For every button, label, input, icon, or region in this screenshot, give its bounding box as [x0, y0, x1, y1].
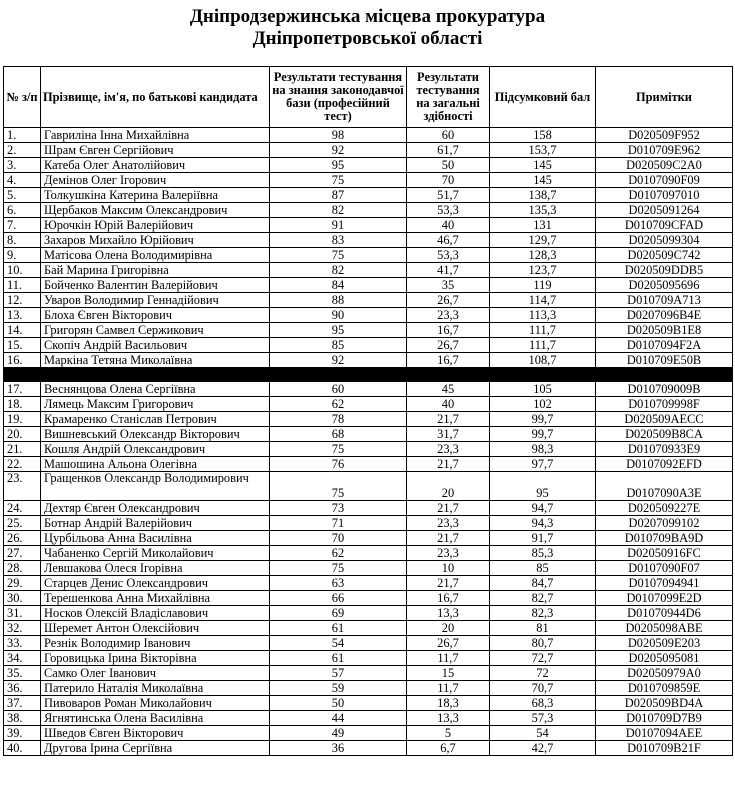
- table-row: [4, 696, 733, 711]
- general-test-score: 13,3: [407, 711, 490, 726]
- total-score: 145: [490, 158, 596, 173]
- table-row: [4, 173, 733, 188]
- law-test-score: 75: [270, 442, 407, 457]
- candidate-name: Шрам Євген Сергійович: [41, 143, 270, 158]
- table-row: [4, 338, 733, 353]
- note-code: D020509F952: [596, 128, 733, 143]
- law-test-score: 36: [270, 741, 407, 756]
- law-test-score: 75: [270, 561, 407, 576]
- total-score: 95: [490, 472, 596, 501]
- general-test-score: 21,7: [407, 501, 490, 516]
- note-code: D010709BA9D: [596, 531, 733, 546]
- total-score: 94,7: [490, 501, 596, 516]
- candidate-name: Маркіна Тетяна Миколаївна: [41, 353, 270, 368]
- note-code: D010709B21F: [596, 741, 733, 756]
- law-test-score: 71: [270, 516, 407, 531]
- col-header-law-test: Результати тестування на знання законодавчої бази (професійний тест): [270, 67, 407, 128]
- results-table: [3, 66, 733, 756]
- note-code: D0107094941: [596, 576, 733, 591]
- row-number: 2.: [4, 143, 41, 158]
- general-test-score: 45: [407, 382, 490, 397]
- table-row: [4, 248, 733, 263]
- total-score: 102: [490, 397, 596, 412]
- total-score: 68,3: [490, 696, 596, 711]
- candidate-name: Демінов Олег Ігорович: [41, 173, 270, 188]
- candidate-name: Патерило Наталія Миколаївна: [41, 681, 270, 696]
- document-title-line-1: Дніпродзержинська місцева прокуратура: [189, 6, 546, 27]
- total-score: 105: [490, 382, 596, 397]
- note-code: D0205099304: [596, 233, 733, 248]
- law-test-score: 54: [270, 636, 407, 651]
- candidate-name: Ягнятинська Олена Василівна: [41, 711, 270, 726]
- row-number: 35.: [4, 666, 41, 681]
- law-test-score: 68: [270, 427, 407, 442]
- law-test-score: 69: [270, 606, 407, 621]
- total-score: 72,7: [490, 651, 596, 666]
- row-number: 16.: [4, 353, 41, 368]
- note-code: D020509DDB5: [596, 263, 733, 278]
- general-test-score: 23,3: [407, 308, 490, 323]
- general-test-score: 61,7: [407, 143, 490, 158]
- row-number: 18.: [4, 397, 41, 412]
- table-row: [4, 501, 733, 516]
- law-test-score: 44: [270, 711, 407, 726]
- general-test-score: 46,7: [407, 233, 490, 248]
- total-score: 57,3: [490, 711, 596, 726]
- col-header-general-test: Результати тестування на загальні здібності: [407, 67, 490, 128]
- law-test-score: 50: [270, 696, 407, 711]
- general-test-score: 41,7: [407, 263, 490, 278]
- row-number: 20.: [4, 427, 41, 442]
- candidate-name: Захаров Михайло Юрійович: [41, 233, 270, 248]
- candidate-name: Гращенков Олександр Володимирович: [41, 472, 270, 501]
- candidate-name: Веснянцова Олена Сергіївна: [41, 382, 270, 397]
- total-score: 82,3: [490, 606, 596, 621]
- table-row: [4, 203, 733, 218]
- general-test-score: 31,7: [407, 427, 490, 442]
- general-test-score: 5: [407, 726, 490, 741]
- row-number: 3.: [4, 158, 41, 173]
- candidate-name: Левшакова Олеся Ігорівна: [41, 561, 270, 576]
- total-score: 119: [490, 278, 596, 293]
- candidate-name: Толкушкіна Катерина Валеріївна: [41, 188, 270, 203]
- row-number: 23.: [4, 472, 41, 501]
- general-test-score: 15: [407, 666, 490, 681]
- table-row: [4, 666, 733, 681]
- note-code: D0107094AEE: [596, 726, 733, 741]
- candidate-name: Горовицька Ірина Вікторівна: [41, 651, 270, 666]
- table-row: [4, 636, 733, 651]
- table-row: [4, 591, 733, 606]
- law-test-score: 95: [270, 158, 407, 173]
- total-score: 85,3: [490, 546, 596, 561]
- law-test-score: 82: [270, 203, 407, 218]
- law-test-score: 91: [270, 218, 407, 233]
- candidate-name: Кошля Андрій Олександрович: [41, 442, 270, 457]
- table-row: [4, 726, 733, 741]
- candidate-name: Машошина Альона Олегівна: [41, 457, 270, 472]
- table-row: [4, 576, 733, 591]
- table-row: [4, 233, 733, 248]
- total-score: 138,7: [490, 188, 596, 203]
- row-number: 33.: [4, 636, 41, 651]
- row-number: 39.: [4, 726, 41, 741]
- candidate-name: Самко Олег Іванович: [41, 666, 270, 681]
- table-row: [4, 457, 733, 472]
- candidate-name: Григорян Самвел Сержикович: [41, 323, 270, 338]
- table-row: [4, 561, 733, 576]
- row-number: 10.: [4, 263, 41, 278]
- law-test-score: 63: [270, 576, 407, 591]
- note-code: D020509AECC: [596, 412, 733, 427]
- candidate-name: Вишневський Олександр Вікторович: [41, 427, 270, 442]
- note-code: D0207096B4E: [596, 308, 733, 323]
- row-number: 38.: [4, 711, 41, 726]
- general-test-score: 11,7: [407, 681, 490, 696]
- total-score: 123,7: [490, 263, 596, 278]
- candidate-name: Уваров Володимир Геннадійович: [41, 293, 270, 308]
- separator: [4, 368, 733, 382]
- note-code: D010709859E: [596, 681, 733, 696]
- row-number: 27.: [4, 546, 41, 561]
- row-number: 1.: [4, 128, 41, 143]
- candidate-name: Скопіч Андрій Васильович: [41, 338, 270, 353]
- total-score: 128,3: [490, 248, 596, 263]
- row-number: 29.: [4, 576, 41, 591]
- general-test-score: 21,7: [407, 576, 490, 591]
- candidate-name: Шеремет Антон Олексійович: [41, 621, 270, 636]
- table-row: [4, 143, 733, 158]
- note-code: D010709CFAD: [596, 218, 733, 233]
- total-score: 113,3: [490, 308, 596, 323]
- total-score: 70,7: [490, 681, 596, 696]
- general-test-score: 23,3: [407, 442, 490, 457]
- total-score: 85: [490, 561, 596, 576]
- row-number: 8.: [4, 233, 41, 248]
- total-score: 84,7: [490, 576, 596, 591]
- general-test-score: 10: [407, 561, 490, 576]
- general-test-score: 50: [407, 158, 490, 173]
- note-code: D0107090A3E: [596, 472, 733, 501]
- candidate-name: Пивоваров Роман Миколайович: [41, 696, 270, 711]
- table-row: [4, 353, 733, 368]
- candidate-name: Старцев Денис Олександрович: [41, 576, 270, 591]
- law-test-score: 70: [270, 531, 407, 546]
- document-title-line-2: Дніпропетровської області: [252, 28, 483, 49]
- general-test-score: 40: [407, 218, 490, 233]
- row-number: 15.: [4, 338, 41, 353]
- candidate-name: Катеба Олег Анатолійович: [41, 158, 270, 173]
- general-test-score: 16,7: [407, 353, 490, 368]
- note-code: D0205095081: [596, 651, 733, 666]
- candidate-name: Шведов Євген Вікторович: [41, 726, 270, 741]
- row-number: 21.: [4, 442, 41, 457]
- law-test-score: 87: [270, 188, 407, 203]
- table-row: [4, 382, 733, 397]
- table-row: [4, 681, 733, 696]
- law-test-score: 76: [270, 457, 407, 472]
- table-row: [4, 651, 733, 666]
- total-score: 145: [490, 173, 596, 188]
- note-code: D020509C742: [596, 248, 733, 263]
- col-header-name: Прізвище, ім'я, по батькові кандидата: [41, 67, 270, 128]
- general-test-score: 23,3: [407, 546, 490, 561]
- note-code: D0107094F2A: [596, 338, 733, 353]
- table-row: [4, 293, 733, 308]
- note-code: D0205098ABE: [596, 621, 733, 636]
- general-test-score: 51,7: [407, 188, 490, 203]
- note-code: D020509BD4A: [596, 696, 733, 711]
- general-test-score: 20: [407, 621, 490, 636]
- general-test-score: 11,7: [407, 651, 490, 666]
- row-number: 13.: [4, 308, 41, 323]
- table-row: [4, 218, 733, 233]
- note-code: D0205091264: [596, 203, 733, 218]
- law-test-score: 75: [270, 248, 407, 263]
- row-number: 22.: [4, 457, 41, 472]
- table-row: [4, 427, 733, 442]
- row-number: 9.: [4, 248, 41, 263]
- row-number: 28.: [4, 561, 41, 576]
- row-number: 36.: [4, 681, 41, 696]
- table-row: [4, 606, 733, 621]
- general-test-score: 18,3: [407, 696, 490, 711]
- law-test-score: 83: [270, 233, 407, 248]
- table-row: [4, 621, 733, 636]
- table-body-bottom: [4, 382, 733, 756]
- candidate-name: Щербаков Максим Олександрович: [41, 203, 270, 218]
- note-code: D0205095696: [596, 278, 733, 293]
- candidate-name: Гавриліна Інна Михайлівна: [41, 128, 270, 143]
- table-body-top: [4, 128, 733, 368]
- law-test-score: 84: [270, 278, 407, 293]
- table-row: [4, 472, 733, 501]
- law-test-score: 62: [270, 546, 407, 561]
- general-test-score: 6,7: [407, 741, 490, 756]
- table-row: [4, 711, 733, 726]
- total-score: 80,7: [490, 636, 596, 651]
- note-code: D020509C2A0: [596, 158, 733, 173]
- candidate-name: Цурбільова Анна Василівна: [41, 531, 270, 546]
- total-score: 54: [490, 726, 596, 741]
- row-number: 17.: [4, 382, 41, 397]
- candidate-name: Крамаренко Станіслав Петрович: [41, 412, 270, 427]
- law-test-score: 92: [270, 353, 407, 368]
- table-row: [4, 442, 733, 457]
- total-score: 111,7: [490, 338, 596, 353]
- law-test-score: 95: [270, 323, 407, 338]
- note-code: D010709009B: [596, 382, 733, 397]
- note-code: D01070933E9: [596, 442, 733, 457]
- row-number: 25.: [4, 516, 41, 531]
- row-number: 37.: [4, 696, 41, 711]
- row-number: 40.: [4, 741, 41, 756]
- candidate-name: Чабаненко Сергій Миколайович: [41, 546, 270, 561]
- table-row: [4, 323, 733, 338]
- col-header-total: Підсумковий бал: [490, 67, 596, 128]
- table-row: [4, 278, 733, 293]
- total-score: 82,7: [490, 591, 596, 606]
- table-row: [4, 128, 733, 143]
- total-score: 158: [490, 128, 596, 143]
- note-code: D010709E50B: [596, 353, 733, 368]
- general-test-score: 21,7: [407, 457, 490, 472]
- total-score: 72: [490, 666, 596, 681]
- note-code: D020509B8CA: [596, 427, 733, 442]
- total-score: 98,3: [490, 442, 596, 457]
- table-row: [4, 158, 733, 173]
- law-test-score: 98: [270, 128, 407, 143]
- table-row: [4, 188, 733, 203]
- table-row: [4, 263, 733, 278]
- general-test-score: 20: [407, 472, 490, 501]
- law-test-score: 66: [270, 591, 407, 606]
- note-code: D010709D7B9: [596, 711, 733, 726]
- table-row: [4, 308, 733, 323]
- row-number: 12.: [4, 293, 41, 308]
- row-number: 30.: [4, 591, 41, 606]
- candidate-name: Терешенкова Анна Михайлівна: [41, 591, 270, 606]
- general-test-score: 21,7: [407, 531, 490, 546]
- candidate-name: Бойченко Валентин Валерійович: [41, 278, 270, 293]
- total-score: 114,7: [490, 293, 596, 308]
- general-test-score: 26,7: [407, 338, 490, 353]
- law-test-score: 92: [270, 143, 407, 158]
- total-score: 91,7: [490, 531, 596, 546]
- note-code: D0107097010: [596, 188, 733, 203]
- total-score: 99,7: [490, 412, 596, 427]
- note-code: D010709E962: [596, 143, 733, 158]
- note-code: D02050916FC: [596, 546, 733, 561]
- note-code: D020509E203: [596, 636, 733, 651]
- col-header-notes: Примітки: [596, 67, 733, 128]
- law-test-score: 82: [270, 263, 407, 278]
- row-number: 24.: [4, 501, 41, 516]
- total-score: 42,7: [490, 741, 596, 756]
- law-test-score: 49: [270, 726, 407, 741]
- candidate-name: Юрочкін Юрій Валерійович: [41, 218, 270, 233]
- candidate-name: Лямець Максим Григорович: [41, 397, 270, 412]
- general-test-score: 13,3: [407, 606, 490, 621]
- total-score: 99,7: [490, 427, 596, 442]
- row-number: 4.: [4, 173, 41, 188]
- row-number: 32.: [4, 621, 41, 636]
- general-test-score: 26,7: [407, 636, 490, 651]
- row-number: 11.: [4, 278, 41, 293]
- table-row: [4, 412, 733, 427]
- note-code: D01070944D6: [596, 606, 733, 621]
- row-number: 14.: [4, 323, 41, 338]
- law-test-score: 90: [270, 308, 407, 323]
- total-score: 153,7: [490, 143, 596, 158]
- general-test-score: 16,7: [407, 323, 490, 338]
- total-score: 94,3: [490, 516, 596, 531]
- table-row: [4, 516, 733, 531]
- candidate-name: Дехтяр Євген Олександрович: [41, 501, 270, 516]
- general-test-score: 35: [407, 278, 490, 293]
- candidate-name: Бай Марина Григорівна: [41, 263, 270, 278]
- candidate-name: Резнік Володимир Іванович: [41, 636, 270, 651]
- candidate-name: Блоха Євген Вікторович: [41, 308, 270, 323]
- law-test-score: 78: [270, 412, 407, 427]
- general-test-score: 53,3: [407, 248, 490, 263]
- law-test-score: 85: [270, 338, 407, 353]
- row-number: 5.: [4, 188, 41, 203]
- note-code: D020509227E: [596, 501, 733, 516]
- note-code: D020509B1E8: [596, 323, 733, 338]
- note-code: D0207099102: [596, 516, 733, 531]
- note-code: D010709A713: [596, 293, 733, 308]
- table-row: [4, 546, 733, 561]
- law-test-score: 61: [270, 621, 407, 636]
- total-score: 81: [490, 621, 596, 636]
- general-test-score: 70: [407, 173, 490, 188]
- separator-row: [4, 368, 733, 382]
- table-row: [4, 397, 733, 412]
- row-number: 6.: [4, 203, 41, 218]
- law-test-score: 57: [270, 666, 407, 681]
- note-code: D02050979A0: [596, 666, 733, 681]
- note-code: D0107090F09: [596, 173, 733, 188]
- candidate-name: Матісова Олена Володимирівна: [41, 248, 270, 263]
- law-test-score: 59: [270, 681, 407, 696]
- table-row: [4, 531, 733, 546]
- law-test-score: 75: [270, 472, 407, 501]
- law-test-score: 73: [270, 501, 407, 516]
- row-number: 7.: [4, 218, 41, 233]
- table-header-row: [4, 67, 733, 128]
- row-number: 26.: [4, 531, 41, 546]
- table-row: [4, 741, 733, 756]
- law-test-score: 60: [270, 382, 407, 397]
- total-score: 97,7: [490, 457, 596, 472]
- general-test-score: 26,7: [407, 293, 490, 308]
- general-test-score: 60: [407, 128, 490, 143]
- col-header-number: № з/п: [4, 67, 41, 128]
- note-code: D0107090F07: [596, 561, 733, 576]
- law-test-score: 75: [270, 173, 407, 188]
- total-score: 111,7: [490, 323, 596, 338]
- general-test-score: 16,7: [407, 591, 490, 606]
- general-test-score: 53,3: [407, 203, 490, 218]
- general-test-score: 23,3: [407, 516, 490, 531]
- law-test-score: 61: [270, 651, 407, 666]
- general-test-score: 40: [407, 397, 490, 412]
- row-number: 34.: [4, 651, 41, 666]
- note-code: D0107092EFD: [596, 457, 733, 472]
- law-test-score: 62: [270, 397, 407, 412]
- total-score: 135,3: [490, 203, 596, 218]
- row-number: 19.: [4, 412, 41, 427]
- row-number: 31.: [4, 606, 41, 621]
- law-test-score: 88: [270, 293, 407, 308]
- candidate-name: Носков Олексій Владіславович: [41, 606, 270, 621]
- note-code: D010709998F: [596, 397, 733, 412]
- general-test-score: 21,7: [407, 412, 490, 427]
- note-code: D0107099E2D: [596, 591, 733, 606]
- total-score: 108,7: [490, 353, 596, 368]
- candidate-name: Другова Ірина Сергіївна: [41, 741, 270, 756]
- candidate-name: Ботнар Андрій Валерійович: [41, 516, 270, 531]
- total-score: 129,7: [490, 233, 596, 248]
- total-score: 131: [490, 218, 596, 233]
